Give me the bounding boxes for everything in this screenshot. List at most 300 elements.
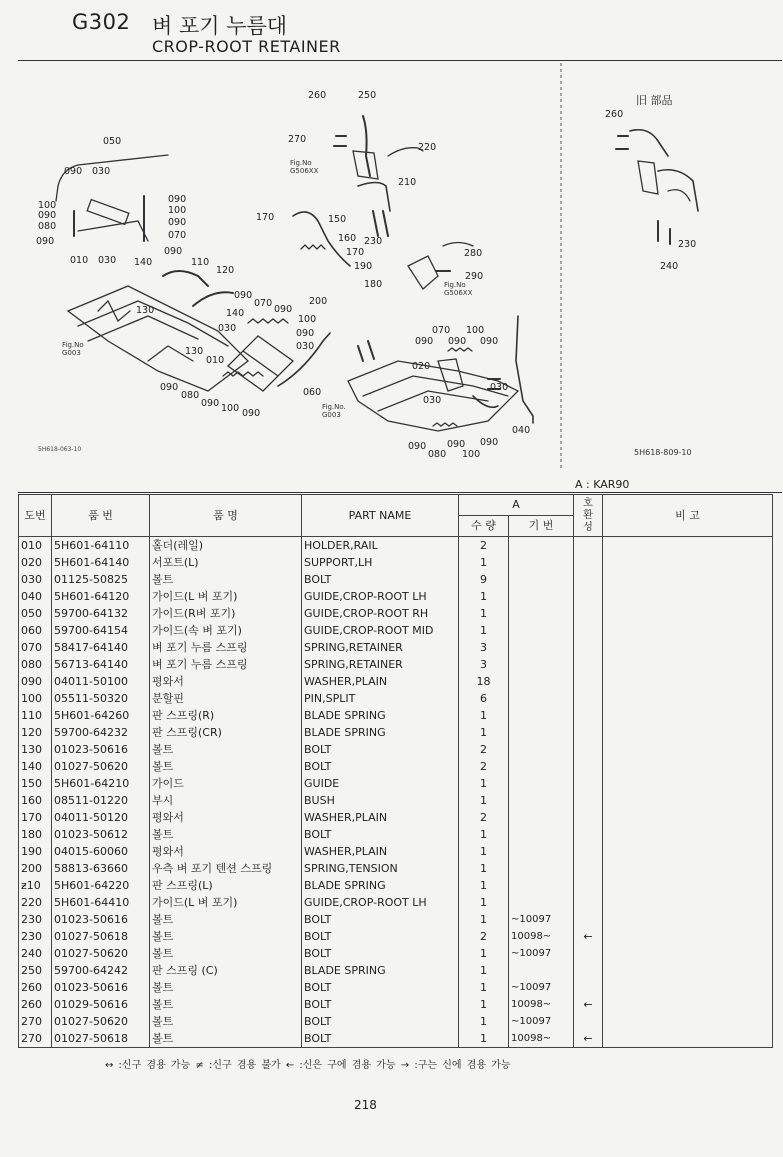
cell-serial bbox=[509, 962, 574, 979]
table-row bbox=[19, 588, 773, 605]
header-no: 도번 bbox=[19, 495, 52, 537]
table-row bbox=[19, 707, 773, 724]
cell-remarks bbox=[603, 826, 773, 843]
cell-qty: 1 bbox=[459, 1030, 509, 1048]
callout: 080 bbox=[181, 390, 200, 401]
cell-remarks bbox=[603, 928, 773, 945]
callout: 280 bbox=[464, 248, 483, 259]
cell-remarks bbox=[603, 724, 773, 741]
cell-remarks bbox=[603, 1030, 773, 1048]
cell-part-number: 59700-64232 bbox=[52, 724, 150, 741]
cell-remarks bbox=[603, 605, 773, 622]
cell-part-number: 04011-50100 bbox=[52, 673, 150, 690]
callout: 200 bbox=[309, 296, 328, 307]
callout: 090 bbox=[164, 246, 183, 257]
cell-part-number: 01027-50620 bbox=[52, 945, 150, 962]
callout: 030 bbox=[92, 166, 111, 177]
cell-name-ko: 볼트 bbox=[150, 928, 302, 945]
table-row bbox=[19, 792, 773, 809]
header-name-en: PART NAME bbox=[302, 495, 459, 537]
header-remarks: 비 고 bbox=[603, 495, 773, 537]
cell-name-en: BLADE SPRING bbox=[302, 962, 459, 979]
cell-part-number: 05511-50320 bbox=[52, 690, 150, 707]
table-row bbox=[19, 673, 773, 690]
cell-ref-no: 170 bbox=[19, 809, 52, 826]
callout: 140 bbox=[134, 257, 153, 268]
cell-serial bbox=[509, 622, 574, 639]
cell-qty: 1 bbox=[459, 979, 509, 996]
cell-remarks bbox=[603, 877, 773, 894]
cell-remarks bbox=[603, 962, 773, 979]
callout: 090 bbox=[480, 437, 499, 448]
cell-serial: 10098~ bbox=[509, 1030, 574, 1048]
cell-part-number: 04015-60060 bbox=[52, 843, 150, 860]
cell-part-number: 08511-01220 bbox=[52, 792, 150, 809]
cell-qty: 3 bbox=[459, 639, 509, 656]
cell-part-number: 5H601-64120 bbox=[52, 588, 150, 605]
figure-reference: Fig.No G506XX bbox=[444, 281, 473, 297]
callout: 030 bbox=[490, 382, 509, 393]
table-row bbox=[19, 690, 773, 707]
cell-part-number: 01023-50616 bbox=[52, 741, 150, 758]
cell-part-number: 01029-50616 bbox=[52, 996, 150, 1013]
cell-remarks bbox=[603, 588, 773, 605]
callout: 090 bbox=[448, 336, 467, 347]
cell-name-ko: 볼트 bbox=[150, 758, 302, 775]
figure-reference: Fig.No G506XX bbox=[290, 159, 319, 175]
cell-name-en: HOLDER,RAIL bbox=[302, 537, 459, 555]
cell-compat bbox=[574, 588, 603, 605]
cell-serial bbox=[509, 775, 574, 792]
callout: 100 bbox=[221, 403, 240, 414]
callout: 100 bbox=[462, 449, 481, 460]
table-row bbox=[19, 554, 773, 571]
cell-name-en: BOLT bbox=[302, 911, 459, 928]
cell-name-en: BLADE SPRING bbox=[302, 877, 459, 894]
cell-name-ko: 볼트 bbox=[150, 945, 302, 962]
cell-ref-no: 110 bbox=[19, 707, 52, 724]
callout: 090 bbox=[234, 290, 253, 301]
table-row bbox=[19, 979, 773, 996]
model-label: A : KAR90 bbox=[575, 478, 630, 491]
cell-name-en: BOLT bbox=[302, 979, 459, 996]
cell-qty: 1 bbox=[459, 911, 509, 928]
cell-ref-no: 140 bbox=[19, 758, 52, 775]
callout: 090 bbox=[415, 336, 434, 347]
cell-compat bbox=[574, 877, 603, 894]
cell-name-en: WASHER,PLAIN bbox=[302, 809, 459, 826]
callout: 090 bbox=[201, 398, 220, 409]
cell-part-number: 01027-50620 bbox=[52, 758, 150, 775]
cell-compat bbox=[574, 639, 603, 656]
diagram-drawing bbox=[18, 61, 783, 491]
cell-serial: 10098~ bbox=[509, 996, 574, 1013]
cell-name-ko: 판 스프링(R) bbox=[150, 707, 302, 724]
cell-ref-no: 090 bbox=[19, 673, 52, 690]
cell-remarks bbox=[603, 690, 773, 707]
cell-compat bbox=[574, 605, 603, 622]
exploded-diagram bbox=[18, 61, 783, 491]
cell-compat bbox=[574, 707, 603, 724]
cell-compat bbox=[574, 945, 603, 962]
cell-qty: 1 bbox=[459, 792, 509, 809]
callout: 170 bbox=[346, 247, 365, 258]
cell-name-ko: 가이드(R벼 포기) bbox=[150, 605, 302, 622]
cell-ref-no: ƶ10 bbox=[19, 877, 52, 894]
callout: 070 bbox=[168, 230, 187, 241]
callout: 290 bbox=[465, 271, 484, 282]
cell-name-ko: 가이드(속 벼 포기) bbox=[150, 622, 302, 639]
cell-ref-no: 230 bbox=[19, 928, 52, 945]
table-row bbox=[19, 877, 773, 894]
cell-ref-no: 220 bbox=[19, 894, 52, 911]
cell-ref-no: 150 bbox=[19, 775, 52, 792]
cell-serial: ~10097 bbox=[509, 945, 574, 962]
cell-name-ko: 우측 벼 포기 텐션 스프링 bbox=[150, 860, 302, 877]
cell-name-ko: 평와서 bbox=[150, 809, 302, 826]
cell-name-ko: 볼트 bbox=[150, 741, 302, 758]
callout: 090 bbox=[38, 210, 57, 221]
cell-part-number: 01023-50616 bbox=[52, 911, 150, 928]
callout: 090 bbox=[447, 439, 466, 450]
callout: 160 bbox=[338, 233, 357, 244]
cell-part-number: 01027-50620 bbox=[52, 1013, 150, 1030]
cell-qty: 9 bbox=[459, 571, 509, 588]
cell-remarks bbox=[603, 996, 773, 1013]
cell-remarks bbox=[603, 622, 773, 639]
cell-name-en: SPRING,RETAINER bbox=[302, 656, 459, 673]
cell-serial bbox=[509, 554, 574, 571]
cell-compat: ← bbox=[574, 928, 603, 945]
cell-compat bbox=[574, 843, 603, 860]
cell-remarks bbox=[603, 979, 773, 996]
cell-part-number: 59700-64132 bbox=[52, 605, 150, 622]
callout: 170 bbox=[256, 212, 275, 223]
cell-part-number: 58813-63660 bbox=[52, 860, 150, 877]
cell-ref-no: 020 bbox=[19, 554, 52, 571]
cell-compat bbox=[574, 554, 603, 571]
cell-compat bbox=[574, 826, 603, 843]
cell-compat bbox=[574, 673, 603, 690]
cell-serial bbox=[509, 673, 574, 690]
table-row bbox=[19, 537, 773, 555]
cell-part-number: 59700-64242 bbox=[52, 962, 150, 979]
table-row bbox=[19, 1013, 773, 1030]
cell-part-number: 5H601-64140 bbox=[52, 554, 150, 571]
cell-compat: ← bbox=[574, 996, 603, 1013]
cell-part-number: 5H601-64260 bbox=[52, 707, 150, 724]
cell-qty: 1 bbox=[459, 1013, 509, 1030]
cell-ref-no: 060 bbox=[19, 622, 52, 639]
cell-name-en: BLADE SPRING bbox=[302, 707, 459, 724]
table-row bbox=[19, 639, 773, 656]
cell-qty: 1 bbox=[459, 588, 509, 605]
cell-name-en: BLADE SPRING bbox=[302, 724, 459, 741]
callout: 260 bbox=[605, 109, 624, 120]
cell-serial bbox=[509, 707, 574, 724]
cell-compat bbox=[574, 571, 603, 588]
cell-part-number: 04011-50120 bbox=[52, 809, 150, 826]
callout: 030 bbox=[423, 395, 442, 406]
old-parts-title: 旧 部品 bbox=[636, 94, 673, 107]
table-row bbox=[19, 571, 773, 588]
section-title-korean: 벼 포기 누름대 bbox=[152, 14, 288, 38]
cell-serial bbox=[509, 843, 574, 860]
cell-part-number: 01027-50618 bbox=[52, 1030, 150, 1048]
callout: 080 bbox=[38, 221, 57, 232]
callout: 090 bbox=[168, 217, 187, 228]
table-row bbox=[19, 622, 773, 639]
cell-ref-no: 040 bbox=[19, 588, 52, 605]
cell-remarks bbox=[603, 673, 773, 690]
cell-name-ko: 판 스프링(L) bbox=[150, 877, 302, 894]
cell-qty: 1 bbox=[459, 843, 509, 860]
drawing-ref-left: 5H618-063-10 bbox=[38, 446, 82, 453]
cell-ref-no: 180 bbox=[19, 826, 52, 843]
cell-name-en: BOLT bbox=[302, 571, 459, 588]
cell-name-ko: 벼 포기 누름 스프링 bbox=[150, 639, 302, 656]
cell-serial: ~10097 bbox=[509, 979, 574, 996]
table-row bbox=[19, 911, 773, 928]
cell-part-number: 5H601-64210 bbox=[52, 775, 150, 792]
section-title-english: CROP-ROOT RETAINER bbox=[152, 37, 341, 56]
callout: 060 bbox=[303, 387, 322, 398]
cell-ref-no: 240 bbox=[19, 945, 52, 962]
cell-name-en: BOLT bbox=[302, 758, 459, 775]
cell-name-en: GUIDE,CROP-ROOT LH bbox=[302, 588, 459, 605]
table-row bbox=[19, 996, 773, 1013]
cell-name-ko: 볼트 bbox=[150, 979, 302, 996]
cell-qty: 1 bbox=[459, 605, 509, 622]
cell-part-number: 59700-64154 bbox=[52, 622, 150, 639]
cell-compat bbox=[574, 911, 603, 928]
cell-name-en: GUIDE,CROP-ROOT LH bbox=[302, 894, 459, 911]
callout: 180 bbox=[364, 279, 383, 290]
cell-compat bbox=[574, 622, 603, 639]
cell-compat bbox=[574, 1013, 603, 1030]
cell-compat bbox=[574, 792, 603, 809]
figure-reference: Fig.No G003 bbox=[62, 341, 84, 357]
cell-qty: 1 bbox=[459, 877, 509, 894]
cell-ref-no: 070 bbox=[19, 639, 52, 656]
callout: 090 bbox=[242, 408, 261, 419]
cell-name-ko: 분할핀 bbox=[150, 690, 302, 707]
header-name-ko: 품 명 bbox=[150, 495, 302, 537]
figure-reference: Fig.No. G003 bbox=[322, 403, 346, 419]
callout: 110 bbox=[191, 257, 210, 268]
cell-ref-no: 010 bbox=[19, 537, 52, 555]
cell-remarks bbox=[603, 554, 773, 571]
cell-ref-no: 100 bbox=[19, 690, 52, 707]
cell-ref-no: 250 bbox=[19, 962, 52, 979]
cell-name-ko: 홀더(레일) bbox=[150, 537, 302, 555]
cell-compat bbox=[574, 537, 603, 555]
section-code: G302 bbox=[72, 10, 131, 34]
cell-name-ko: 볼트 bbox=[150, 826, 302, 843]
cell-ref-no: 190 bbox=[19, 843, 52, 860]
table-row bbox=[19, 724, 773, 741]
callout: 050 bbox=[103, 136, 122, 147]
callout: 090 bbox=[408, 441, 427, 452]
cell-qty: 2 bbox=[459, 928, 509, 945]
cell-qty: 1 bbox=[459, 894, 509, 911]
cell-remarks bbox=[603, 707, 773, 724]
table-row bbox=[19, 656, 773, 673]
cell-name-en: BOLT bbox=[302, 1030, 459, 1048]
cell-serial: 10098~ bbox=[509, 928, 574, 945]
callout: 240 bbox=[660, 261, 679, 272]
cell-remarks bbox=[603, 656, 773, 673]
cell-serial bbox=[509, 792, 574, 809]
callout: 030 bbox=[296, 341, 315, 352]
cell-ref-no: 080 bbox=[19, 656, 52, 673]
cell-qty: 1 bbox=[459, 860, 509, 877]
callout: 210 bbox=[398, 177, 417, 188]
cell-part-number: 01027-50618 bbox=[52, 928, 150, 945]
cell-name-en: BOLT bbox=[302, 741, 459, 758]
cell-ref-no: 120 bbox=[19, 724, 52, 741]
cell-qty: 1 bbox=[459, 945, 509, 962]
drawing-ref-right: 5H618-809-10 bbox=[634, 448, 692, 457]
cell-name-ko: 판 스프링(CR) bbox=[150, 724, 302, 741]
cell-ref-no: 160 bbox=[19, 792, 52, 809]
cell-ref-no: 270 bbox=[19, 1030, 52, 1048]
table-row bbox=[19, 860, 773, 877]
diagram-bottom-rule bbox=[18, 492, 782, 493]
cell-name-en: SPRING,TENSION bbox=[302, 860, 459, 877]
compatibility-legend: ↔ :신구 겸용 가능 ≠ :신구 겸용 불가 ← :신은 구에 겸용 가능 → :구는 신에 겸용 가능 bbox=[105, 1060, 511, 1071]
cell-name-en: SPRING,RETAINER bbox=[302, 639, 459, 656]
callout: 090 bbox=[160, 382, 179, 393]
cell-name-en: GUIDE,CROP-ROOT MID bbox=[302, 622, 459, 639]
cell-serial: ~10097 bbox=[509, 1013, 574, 1030]
table-row bbox=[19, 809, 773, 826]
cell-remarks bbox=[603, 894, 773, 911]
cell-name-en: BOLT bbox=[302, 996, 459, 1013]
cell-qty: 1 bbox=[459, 724, 509, 741]
cell-name-en: BUSH bbox=[302, 792, 459, 809]
cell-serial bbox=[509, 639, 574, 656]
callout: 270 bbox=[288, 134, 307, 145]
header-group-a: A bbox=[459, 495, 574, 516]
cell-compat bbox=[574, 894, 603, 911]
cell-name-ko: 볼트 bbox=[150, 1013, 302, 1030]
table-row bbox=[19, 1030, 773, 1048]
cell-name-ko: 볼트 bbox=[150, 1030, 302, 1048]
callout: 030 bbox=[218, 323, 237, 334]
callout: 260 bbox=[308, 90, 327, 101]
header-part-no: 품 번 bbox=[52, 495, 150, 537]
table-row bbox=[19, 962, 773, 979]
cell-remarks bbox=[603, 537, 773, 555]
cell-part-number: 56713-64140 bbox=[52, 656, 150, 673]
cell-qty: 2 bbox=[459, 758, 509, 775]
cell-qty: 1 bbox=[459, 826, 509, 843]
cell-serial bbox=[509, 724, 574, 741]
cell-remarks bbox=[603, 860, 773, 877]
callout: 070 bbox=[254, 298, 273, 309]
callout: 090 bbox=[36, 236, 55, 247]
callout: 010 bbox=[70, 255, 89, 266]
cell-serial bbox=[509, 894, 574, 911]
cell-compat bbox=[574, 741, 603, 758]
cell-qty: 2 bbox=[459, 809, 509, 826]
callout: 100 bbox=[38, 200, 57, 211]
cell-compat bbox=[574, 809, 603, 826]
cell-remarks bbox=[603, 639, 773, 656]
callout: 020 bbox=[412, 361, 431, 372]
cell-remarks bbox=[603, 911, 773, 928]
cell-compat bbox=[574, 656, 603, 673]
cell-serial bbox=[509, 690, 574, 707]
cell-part-number: 01125-50825 bbox=[52, 571, 150, 588]
cell-serial bbox=[509, 809, 574, 826]
cell-qty: 2 bbox=[459, 741, 509, 758]
cell-ref-no: 050 bbox=[19, 605, 52, 622]
parts-table-body bbox=[19, 537, 773, 1048]
callout: 100 bbox=[298, 314, 317, 325]
cell-serial bbox=[509, 656, 574, 673]
table-row bbox=[19, 894, 773, 911]
cell-serial bbox=[509, 537, 574, 555]
cell-qty: 3 bbox=[459, 656, 509, 673]
cell-qty: 1 bbox=[459, 622, 509, 639]
cell-name-ko: 볼트 bbox=[150, 996, 302, 1013]
cell-compat bbox=[574, 724, 603, 741]
callout: 090 bbox=[274, 304, 293, 315]
callout: 230 bbox=[678, 239, 697, 250]
cell-name-ko: 볼트 bbox=[150, 911, 302, 928]
cell-remarks bbox=[603, 775, 773, 792]
callout: 100 bbox=[168, 205, 187, 216]
cell-name-en: GUIDE,CROP-ROOT RH bbox=[302, 605, 459, 622]
callout: 120 bbox=[216, 265, 235, 276]
cell-part-number: 58417-64140 bbox=[52, 639, 150, 656]
cell-serial bbox=[509, 571, 574, 588]
cell-qty: 18 bbox=[459, 673, 509, 690]
cell-serial bbox=[509, 605, 574, 622]
callout: 090 bbox=[168, 194, 187, 205]
cell-part-number: 01023-50612 bbox=[52, 826, 150, 843]
cell-serial bbox=[509, 741, 574, 758]
callout: 130 bbox=[185, 346, 204, 357]
table-row bbox=[19, 928, 773, 945]
header-qty: 수 량 bbox=[459, 516, 509, 537]
callout: 130 bbox=[136, 305, 155, 316]
table-row bbox=[19, 945, 773, 962]
cell-name-ko: 부시 bbox=[150, 792, 302, 809]
cell-ref-no: 030 bbox=[19, 571, 52, 588]
cell-name-ko: 가이드(L 벼 포기) bbox=[150, 588, 302, 605]
cell-name-ko: 평와서 bbox=[150, 843, 302, 860]
cell-name-ko: 가이드 bbox=[150, 775, 302, 792]
cell-ref-no: 270 bbox=[19, 1013, 52, 1030]
cell-compat bbox=[574, 690, 603, 707]
parts-table bbox=[18, 494, 773, 1048]
cell-name-en: BOLT bbox=[302, 1013, 459, 1030]
page-number: 218 bbox=[354, 1098, 377, 1112]
cell-compat bbox=[574, 775, 603, 792]
callout: 040 bbox=[512, 425, 531, 436]
cell-name-en: GUIDE bbox=[302, 775, 459, 792]
cell-qty: 1 bbox=[459, 775, 509, 792]
header-serial: 기 번 bbox=[509, 516, 574, 537]
cell-compat: ← bbox=[574, 1030, 603, 1048]
cell-ref-no: 260 bbox=[19, 996, 52, 1013]
callout: 100 bbox=[466, 325, 485, 336]
callout: 030 bbox=[98, 255, 117, 266]
callout: 140 bbox=[226, 308, 245, 319]
